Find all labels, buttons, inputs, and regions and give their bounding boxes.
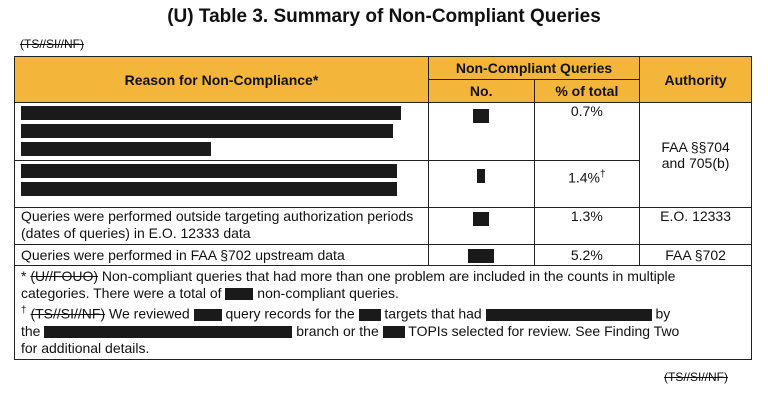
redaction-bar	[194, 309, 222, 321]
redaction-bar	[468, 249, 494, 263]
header-count: No.	[428, 80, 534, 103]
footnote-dagger-cont: the branch or the TOPIs selected for review. See Finding Two	[21, 322, 680, 339]
page-title: (U) Table 3. Summary of Non-Compliant Queries	[167, 6, 601, 27]
percent-cell: 1.4%†	[534, 161, 640, 208]
redaction-bar	[359, 309, 381, 321]
redaction-bar	[473, 109, 489, 123]
redaction-bar	[477, 169, 485, 183]
count-cell-redacted	[428, 208, 534, 245]
table-notes-row	[15, 266, 752, 360]
redaction-bar	[21, 106, 401, 120]
reason-cell: Queries were performed in FAA §702 upstream data	[15, 245, 429, 266]
redaction-bar	[21, 182, 397, 196]
table-row	[15, 103, 752, 161]
footnote-dagger: † (TS//SI//NF) We reviewed query records for the targets that had by	[21, 305, 671, 322]
redaction-bar	[486, 309, 652, 321]
redaction-bar	[21, 124, 393, 138]
redaction-bar	[44, 326, 292, 338]
redaction-bar	[21, 164, 397, 178]
summary-table	[14, 56, 752, 360]
header-reason: Reason for Non-Compliance*	[15, 57, 429, 103]
header-percent: % of total	[534, 80, 640, 103]
classification-marking-bottom: (TS//SI//NF)	[664, 370, 728, 384]
redaction-bar	[21, 142, 211, 156]
redaction-bar	[383, 326, 405, 338]
count-cell-redacted	[428, 245, 534, 266]
percent-cell: 1.3%	[534, 208, 640, 245]
table-row	[15, 208, 752, 245]
authority-cell: E.O. 12333	[640, 208, 752, 245]
footnotes	[15, 266, 752, 360]
header-authority: Authority	[640, 57, 752, 103]
classification-marking-top: (TS//SI//NF)	[20, 37, 84, 51]
authority-cell: FAA §702	[640, 245, 752, 266]
reason-cell: Queries were performed outside targeting authorization periods (dates of queries) in E.O. 12333 data	[15, 208, 429, 245]
redaction-bar	[473, 212, 489, 226]
percent-cell: 0.7%	[534, 103, 640, 161]
count-cell-redacted	[428, 103, 534, 161]
percent-cell: 5.2%	[534, 245, 640, 266]
authority-cell-faa-704-705: FAA §§704 and 705(b)	[640, 103, 752, 208]
count-cell-redacted	[428, 161, 534, 208]
redaction-bar	[225, 288, 253, 300]
footnote-dagger-end: for additional details.	[21, 339, 150, 356]
reason-cell-redacted	[15, 161, 429, 208]
footnote-asterisk: * (U//FOUO) Non-compliant queries that had more than one problem are included in the counts in multiple categories. There were a total of non-compliant queries.	[21, 268, 676, 301]
table-row	[15, 245, 752, 266]
header-noncompliant-queries: Non-Compliant Queries	[428, 57, 639, 80]
reason-cell-redacted	[15, 103, 429, 161]
